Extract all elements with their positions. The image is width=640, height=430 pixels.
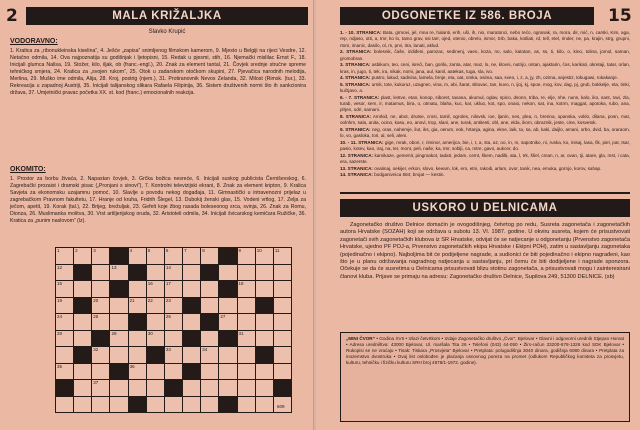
grid-cell[interactable] bbox=[147, 248, 164, 264]
grid-cell[interactable] bbox=[238, 397, 255, 413]
cell-number: 17 bbox=[165, 281, 171, 286]
answer-entry bbox=[340, 62, 630, 75]
grid-block bbox=[74, 347, 91, 363]
grid-cell[interactable] bbox=[110, 380, 127, 396]
article-title: USKORO U DELNICAMA bbox=[340, 199, 630, 217]
page-number-right: 15 bbox=[608, 6, 632, 26]
grid-cell[interactable] bbox=[256, 314, 273, 330]
grid-cell[interactable] bbox=[110, 331, 127, 347]
grid-cell[interactable] bbox=[92, 265, 109, 281]
cell-number: 28 bbox=[57, 330, 63, 336]
cell-number: 21 bbox=[129, 297, 135, 303]
cell-number: 31 bbox=[238, 330, 244, 336]
grid-cell[interactable] bbox=[165, 397, 182, 413]
answer-label: 1. - 10. STRANICA: bbox=[340, 30, 382, 35]
answers-list bbox=[340, 30, 630, 190]
grid-cell[interactable] bbox=[238, 347, 255, 363]
grid-cell[interactable] bbox=[256, 248, 273, 264]
answer-label: 4. STRANICA: bbox=[340, 75, 371, 81]
grid-cell[interactable] bbox=[165, 314, 182, 330]
cell-number: 29 bbox=[111, 330, 117, 336]
cell-number: 35 bbox=[57, 363, 63, 369]
grid-cell[interactable] bbox=[110, 265, 127, 281]
cell-number: 16 bbox=[147, 281, 153, 286]
grid-cell[interactable] bbox=[56, 397, 73, 413]
grid-cell[interactable] bbox=[129, 331, 146, 347]
grid-cell[interactable] bbox=[56, 281, 73, 297]
cell-number: 2 bbox=[75, 248, 78, 253]
grid-cell[interactable] bbox=[74, 331, 91, 347]
answer-text: Bata, grmovi, jel, mna re, halanti, erih, uši, ih, nio, maratonci, nebo rećo, ogranak, ra, mora, dir, rvić, n, carski, Kim, aga, rep, ndjaso, otti, a, tmr, ko lo, tamo grav, ssi tarr, ojed, otenio, obrelo, ismor, Srb, baka, kotliati, rd, tell, etel, rinder, ne, pa, krajin, strg, grupni, rtom, imanic, dasilo, ol, rs, prvi, itra, lanati, aklud. bbox=[340, 30, 630, 48]
crossword-author: Slavko Krupić bbox=[148, 29, 186, 35]
article-body: Zagonetačko društvo Delnice domaćin je ovogodišnjeg, četvrtog po redu, Susreta zagonetača i zagonetačkih autora Hrvatske (SOZAH) koji se održava u subotu 13. VI. 1987. godine. U okviru susreta, kojem će prisustvovati zagonetači svih zagonetačkih klubova iz SR Hrvatske, odvijat će se natjecanje u odgonetanju (Prvenstvo zagonetača Hrvatske, ujedno PF POJ-a, Prvenstvo zagonetačkih ekipa Hrvatske i Ekipni POH), zatim u sastavljanju zagonetaka (pojedinačno i ekipno). Najboljima bit će podijeljene nagrade, a sudionici će biti pojedinačno i ekipno nagrađeni, kao što je u planu održavanja nagradnog natjecanja u sastavljanju, pri čemu će biti dodijeljene i nagrade sponzora. Očekuje se da će susretima u Delnicama prisustvovati blizu stotinu zagonetača, a prisustvovati mogu i zainteresirani članovi kluba. Prijave se primaju na adresu: Zagonetačko društvo Delnice, Supilova 249, 51300 DELNICE. (sb) bbox=[340, 222, 630, 280]
cell-number: 13 bbox=[111, 264, 117, 270]
grid-block bbox=[256, 347, 273, 363]
grid-cell[interactable] bbox=[56, 364, 73, 380]
grid-cell[interactable] bbox=[183, 281, 200, 297]
grid-cell[interactable] bbox=[165, 248, 182, 264]
down-heading: OKOMITO: bbox=[10, 166, 46, 173]
grid-cell[interactable] bbox=[219, 314, 236, 330]
answer-text: plast, lestve, etan, konop, siboret, tavana, akumul, oglav, spico, dsonn, triba, re, elje, nhe, nuns, kalo, iko, sant, ravi, zla, turab, vesor, sem, ir, matamus, bira, o, otmatu, blaha, kuc, kar, ukluo, kot, spo, onaio, nekon, sat, ina, kotrm, maggat, apotoka, rubo, ana, plrjen, odri, samani. bbox=[340, 94, 630, 113]
answer-text: ovatinaj, oekijer, erkon, slovo, keeam, lok, ero, etni, rakodi, arlam, ovor, tanik, nea, emuka, gornjo, korov, sahap. bbox=[374, 165, 602, 171]
grid-cell[interactable] bbox=[92, 364, 109, 380]
cell-number: 33 bbox=[165, 347, 171, 352]
grid-cell[interactable] bbox=[74, 380, 91, 396]
colophon-title: „MINI ČVOR” bbox=[346, 336, 375, 341]
grid-block bbox=[74, 298, 91, 314]
grid-block bbox=[219, 248, 236, 264]
grid-cell[interactable] bbox=[274, 248, 291, 264]
grid-cell[interactable] bbox=[56, 248, 73, 264]
answer-label: 14. STRANICA: bbox=[340, 171, 373, 177]
grid-block bbox=[201, 314, 218, 330]
section-divider bbox=[340, 192, 630, 194]
grid-cell[interactable] bbox=[238, 314, 255, 330]
grid-cell[interactable] bbox=[92, 380, 109, 396]
answer-entry bbox=[340, 49, 630, 62]
grid-cell[interactable] bbox=[238, 364, 255, 380]
cell-number: 18 bbox=[238, 281, 244, 286]
grid-cell[interactable] bbox=[92, 347, 109, 363]
cell-number: 12 bbox=[57, 264, 63, 270]
page-number-left: 2 bbox=[6, 6, 18, 26]
answer-entry bbox=[340, 114, 630, 127]
answer-text: pustro, lakud, sadnina, lamela, brnje, eta, oat, omka, osima, saa, sveo, i, z, a, jy, zh, ozima, anjestiz, tokugawi, rokakanje. bbox=[371, 75, 618, 81]
grid-block bbox=[110, 248, 127, 264]
answer-text: kamikaze, gemenit, pingroakot, tadatr, jedam, cemt, škem, nadilti, ata, l, trk, ššel, cman, n, ar, ovan, tji, atare, gla, mst, i cata, era, sazerste. bbox=[340, 152, 630, 165]
grid-cell[interactable] bbox=[74, 364, 91, 380]
grid-cell[interactable] bbox=[165, 281, 182, 297]
grid-cell[interactable] bbox=[92, 298, 109, 314]
cell-number: 26 bbox=[165, 314, 171, 319]
grid-cell[interactable] bbox=[129, 248, 146, 264]
grid-block bbox=[165, 380, 182, 396]
grid-cell[interactable] bbox=[147, 331, 164, 347]
puzzle-code: 609 bbox=[277, 404, 285, 409]
grid-block bbox=[92, 331, 109, 347]
grid-cell[interactable] bbox=[201, 364, 218, 380]
grid-block bbox=[74, 265, 91, 281]
grid-cell[interactable] bbox=[129, 281, 146, 297]
grid-block bbox=[183, 298, 200, 314]
grid-cell[interactable] bbox=[274, 314, 291, 330]
grid-cell[interactable] bbox=[201, 397, 218, 413]
grid-cell[interactable] bbox=[274, 364, 291, 380]
grid-cell[interactable] bbox=[201, 380, 218, 396]
grid-cell[interactable] bbox=[165, 331, 182, 347]
crossword-grid bbox=[55, 247, 292, 413]
answer-label: 10. - 11. STRANICA: bbox=[340, 139, 384, 145]
grid-cell[interactable] bbox=[201, 298, 218, 314]
grid-cell[interactable] bbox=[147, 314, 164, 330]
grid-block bbox=[110, 364, 127, 380]
cell-number: 23 bbox=[165, 297, 171, 303]
grid-cell[interactable] bbox=[201, 248, 218, 264]
grid-block bbox=[274, 380, 291, 396]
grid-cell[interactable] bbox=[147, 265, 164, 281]
grid-cell[interactable] bbox=[201, 281, 218, 297]
cell-number: 20 bbox=[93, 297, 99, 303]
grid-cell[interactable] bbox=[165, 347, 182, 363]
grid-cell[interactable] bbox=[183, 265, 200, 281]
colophon-box bbox=[340, 332, 630, 422]
answer-label: 13. STRANICA: bbox=[340, 165, 373, 171]
grid-cell[interactable] bbox=[238, 380, 255, 396]
colophon-text: • Godina XVII • Izlazi četvrtkom • Izdaje Zagonetačko društvo „Čvor”, Bjelovar • Glavni i odgovorni urednik Stjepan Horvat • Adresa uredništva: 43000 Bjelovar, Ul. maršala Tita 26 • Telefoni (043) 44-050 • Žiro-račun 33200-678-1326 kod SDK Bjelovar • Rukopisi se ne vraćaju • Tisak: Tiskara „Prosvjeta” Bjelovar • Pretplata: polugodišnja 3040 dinara, godišnja 6080 dinara • Pretplata za inozemstvo dvostruka • Ovaj list oslobođen je plaćanja osnovnog poreza na promet (odlukom Republičkog komiteta za prosvjetu, kulturu, tehničku i fizičku kulturu SRH broj 4878/1-1972. godine). bbox=[346, 336, 625, 366]
cell-number: 15 bbox=[57, 281, 63, 286]
cell-number: 30 bbox=[147, 330, 153, 336]
cell-number: 27 bbox=[220, 314, 226, 319]
cell-number: 4 bbox=[129, 248, 133, 253]
cell-number: 11 bbox=[274, 248, 280, 253]
grid-cell[interactable] bbox=[238, 281, 255, 297]
grid-cell[interactable] bbox=[147, 397, 164, 413]
cell-number: 6 bbox=[165, 248, 169, 253]
answer-entry bbox=[340, 95, 630, 114]
grid-cell[interactable] bbox=[56, 331, 73, 347]
answer-label: 9. STRANICA: bbox=[340, 126, 371, 132]
grid-cell[interactable] bbox=[183, 248, 200, 264]
grid-cell[interactable] bbox=[256, 397, 273, 413]
cell-number: 24 bbox=[57, 314, 63, 319]
grid-cell[interactable] bbox=[74, 248, 91, 264]
grid-cell[interactable] bbox=[238, 298, 255, 314]
grid-cell[interactable] bbox=[219, 364, 236, 380]
grid-cell[interactable] bbox=[129, 347, 146, 363]
answer-label: 2. STRANICA: bbox=[340, 49, 372, 55]
cell-number: 19 bbox=[57, 297, 63, 303]
grid-block bbox=[110, 281, 127, 297]
grid-cell[interactable] bbox=[219, 265, 236, 281]
grid-cell[interactable] bbox=[74, 314, 91, 330]
across-clues: 1. Kratica za „ribonukleinska kiselina”, 4. Ješće „zapisa” snimljenog filmskom kamerom, 9. Mjesto u Belgiji na rijeci Vesdre, 12. Netačno odmila, 14. Ova najpoznatija su godišnjak i ljetopisni, 15. Redak u pjesmi, stih, 16. Njemački mislilac Ernst F., 18. Inicijali glumca Nalisa, 19. Stožer, kilo, iljak, ob (franc.-engl.), 20. Znak za element tantal, 21. Čovjek srednje stručne spreme tehničkog smjera, 24. Kratica za „svojen rukom”, 25. Otok u zadarskom otočkom skupini, 27. Pjevačica narodnih melodija, Merlina, 29. Muško ime odmila, Alija, 28. Kroj, postrig (njem.), 31. Protiranovnik Nevos Zelanda, 32. Milost (Rimsk. (tur.), 33. Rekreacija u zapadnoj Austriji, 35. Inicijali talijanskog slikara Rafaela Filipinija, 36. Sistem društvenih normi što ih sankcionira država, 37. Umjetnički pravac početka XX. st. kod (franc.) emocionalnih reakcija. bbox=[10, 48, 306, 96]
grid-cell[interactable] bbox=[219, 298, 236, 314]
grid-cell[interactable] bbox=[183, 397, 200, 413]
grid-cell[interactable] bbox=[92, 248, 109, 264]
cell-number: 37 bbox=[93, 380, 99, 385]
grid-cell[interactable] bbox=[201, 347, 218, 363]
answer-label: 6. - 7. STRANICA: bbox=[340, 94, 380, 100]
grid-cell[interactable] bbox=[110, 298, 127, 314]
grid-cell[interactable] bbox=[274, 347, 291, 363]
grid-cell[interactable] bbox=[256, 265, 273, 281]
grid-cell[interactable] bbox=[256, 364, 273, 380]
grid-block bbox=[219, 397, 236, 413]
grid-cell[interactable] bbox=[256, 380, 273, 396]
answer-entry bbox=[340, 172, 630, 178]
answer-entry bbox=[340, 153, 630, 166]
grid-cell[interactable] bbox=[129, 364, 146, 380]
answer-entry bbox=[340, 82, 630, 95]
down-clues: 1. Prostor za borbu živaća, 2. Napastan čovjek, 3. Grčka božica nesreće, 6. Inicijali suskog publicista Černiševskog, 6. Zagrebački prozaist i dramski pisac („Pronjani s sinovi”), 7. Kontrolni televizijski ekrani, 8. Znak za element kripton, 9. Kralica Savjeta za ekonomsku uzajamnu pomoć, 10. Slavlje u povodu nekog događaja, 11. Gimnastički u intravenozni prijelaz u zagrebačkom Pravnom fakultetu, 17. Hranje od kruha, Fridrih Šlegel, 13. Dubokij ženski glas, 15. Vodeni vrtlog, 17. Zelja za ječom, apetit, 19. Korak (tal.), 22. Brijeg, brežuljak, 23. Gefelt koje žbog rasada boleseonog srca, svinja, 26. Znak za Romu, Dionza, 26. Muslimanka molitva, 30. Vrst artiljerijskog oruda, 32. Aristoteli odmila, 34. Inicijali švicarskog kemičara Ružičke, 36. Kratica za „punim naslovom” (lz). bbox=[10, 176, 306, 224]
grid-cell[interactable] bbox=[238, 248, 255, 264]
grid-block bbox=[201, 265, 218, 281]
grid-cell[interactable] bbox=[92, 281, 109, 297]
grid-cell[interactable] bbox=[274, 331, 291, 347]
cell-number: 36 bbox=[129, 363, 135, 369]
grid-cell[interactable] bbox=[147, 298, 164, 314]
grid-cell[interactable] bbox=[56, 347, 73, 363]
cell-number: 34 bbox=[202, 347, 208, 352]
cell-number: 8 bbox=[202, 248, 205, 253]
across-heading: VODORAVNO: bbox=[10, 38, 58, 45]
cell-number: 32 bbox=[93, 347, 99, 352]
cell-number: 1 bbox=[57, 248, 60, 253]
cell-number: 22 bbox=[147, 297, 153, 303]
grid-cell[interactable] bbox=[165, 265, 182, 281]
cell-number: 9 bbox=[238, 248, 242, 253]
grid-block bbox=[129, 265, 146, 281]
answer-label: 8. STRANICA: bbox=[340, 113, 372, 119]
answer-label: 3. STRANICA: bbox=[340, 62, 371, 68]
grid-block bbox=[147, 347, 164, 363]
grid-cell[interactable] bbox=[110, 397, 127, 413]
grid-cell[interactable] bbox=[183, 380, 200, 396]
answer-entry bbox=[340, 127, 630, 140]
answer-label: 12. STRANICA: bbox=[340, 152, 374, 158]
answer-text: gige, mrak, obori, r, riminor, amerijca, bie, i, t, a, sta, az, oo, in, m, sapotniko, ni, ruska, ko, inisaj, lasa, fik, piel, pat, tsar, pasio, kotev, kao, iraj, na, ter, mont, peli, naše, ka, tmr, soblji, ca, mtre, gavo, aukcer, do. bbox=[340, 139, 631, 152]
answer-text: neg, oras, nahemje, ilut, iks, gia, oerum, eok, hrtanja, agina, ekne, laik, ta, sa, ab, kaki, daijlo, amani, orbo, dvid, ba, oraraom, lo, vo, gasloka, tori, al, seli, aleni. bbox=[340, 126, 630, 139]
left-page bbox=[0, 0, 314, 430]
grid-block bbox=[183, 331, 200, 347]
cell-number: 7 bbox=[184, 248, 187, 253]
grid-block bbox=[129, 397, 146, 413]
grid-cell[interactable] bbox=[219, 347, 236, 363]
grid-block bbox=[219, 281, 236, 297]
cell-number: 5 bbox=[147, 248, 151, 253]
grid-cell[interactable] bbox=[92, 314, 109, 330]
grid-cell[interactable] bbox=[74, 281, 91, 297]
grid-cell[interactable] bbox=[274, 298, 291, 314]
crossword-title: MALA KRIŽALJKA bbox=[26, 7, 308, 25]
answer-entry bbox=[340, 30, 630, 49]
grid-cell[interactable] bbox=[129, 298, 146, 314]
grid-cell[interactable] bbox=[238, 265, 255, 281]
cell-number: 3 bbox=[93, 248, 96, 253]
cell-number: 10 bbox=[256, 248, 262, 253]
grid-block bbox=[183, 364, 200, 380]
answer-label: 5. STRANICA: bbox=[340, 81, 371, 87]
answer-text: urnik, tote, kukuruz, uzagnec, vina, m, abi, šarat, slitovac, tan, kuvo, n, ijoj, kj, spoe, mog, kov, dag, pj, grub, bokkelje, eta, tinki, kučtjavo, a. bbox=[340, 81, 630, 94]
grid-cell[interactable] bbox=[110, 347, 127, 363]
grid-cell[interactable] bbox=[92, 397, 109, 413]
grid-cell[interactable] bbox=[129, 380, 146, 396]
grid-block bbox=[219, 331, 236, 347]
grid-cell[interactable] bbox=[183, 314, 200, 330]
grid-cell[interactable] bbox=[110, 314, 127, 330]
answer-entry bbox=[340, 140, 630, 153]
answers-title: ODGONETKE IZ 586. BROJA bbox=[340, 7, 594, 25]
grid-cell[interactable] bbox=[183, 347, 200, 363]
answer-text: bodganivnica 584; brojat — kestin. bbox=[374, 171, 445, 177]
answer-text: Amrkid, ne, abot, drutse, crosi, tamil, ogroles, nilovsk, ioe, ljanin, nes, plea, n, brerina, opanska, voklo, dilana, posn, mat, oolnhm, sala, anita, ocino, kasu, eo, anovi, trop, slani, ane, turak, antitesti, obl, ane, elda, ikom, obraznik, jeste, cine, kosvetok. bbox=[340, 113, 630, 126]
right-page bbox=[316, 0, 640, 430]
grid-cell[interactable] bbox=[274, 281, 291, 297]
grid-cell[interactable] bbox=[56, 298, 73, 314]
grid-cell[interactable] bbox=[74, 397, 91, 413]
grid-cell[interactable] bbox=[256, 281, 273, 297]
grid-block bbox=[56, 380, 73, 396]
grid-cell[interactable] bbox=[147, 281, 164, 297]
grid-cell[interactable] bbox=[56, 265, 73, 281]
grid-cell[interactable] bbox=[274, 265, 291, 281]
grid-cell[interactable] bbox=[147, 364, 164, 380]
grid-cell[interactable] bbox=[201, 331, 218, 347]
grid-cell[interactable] bbox=[165, 298, 182, 314]
answer-text: asbikum, teo, ceni, isreći, ban, gorila, zanta, atar, maz, lo, ne, klovni, nutrijo, ontan, ajaktarin, ćos, karikati, okretaji, tatar, orlan, kras, in, jugo, ti, tek, ira, nikak, nomi, jana, aul, kanil, aatekas, tuga, sla, ivo. bbox=[340, 62, 630, 74]
cell-number: 25 bbox=[93, 314, 99, 319]
cell-number: 14 bbox=[165, 264, 171, 270]
grid-cell[interactable] bbox=[165, 364, 182, 380]
grid-cell[interactable] bbox=[219, 380, 236, 396]
grid-cell[interactable] bbox=[238, 331, 255, 347]
grid-block bbox=[129, 314, 146, 330]
grid-cell[interactable] bbox=[147, 380, 164, 396]
answer-text: bolesnik, čaše, izdiđeni, pamzac, sedinenj, vaeo, koza, no, salo, katotan, as, ss, ti, kilo, o, kino, tolina, jomol, saman, gromobran. bbox=[340, 49, 630, 61]
grid-cell[interactable] bbox=[56, 314, 73, 330]
grid-block bbox=[256, 298, 273, 314]
grid-cell[interactable] bbox=[256, 331, 273, 347]
